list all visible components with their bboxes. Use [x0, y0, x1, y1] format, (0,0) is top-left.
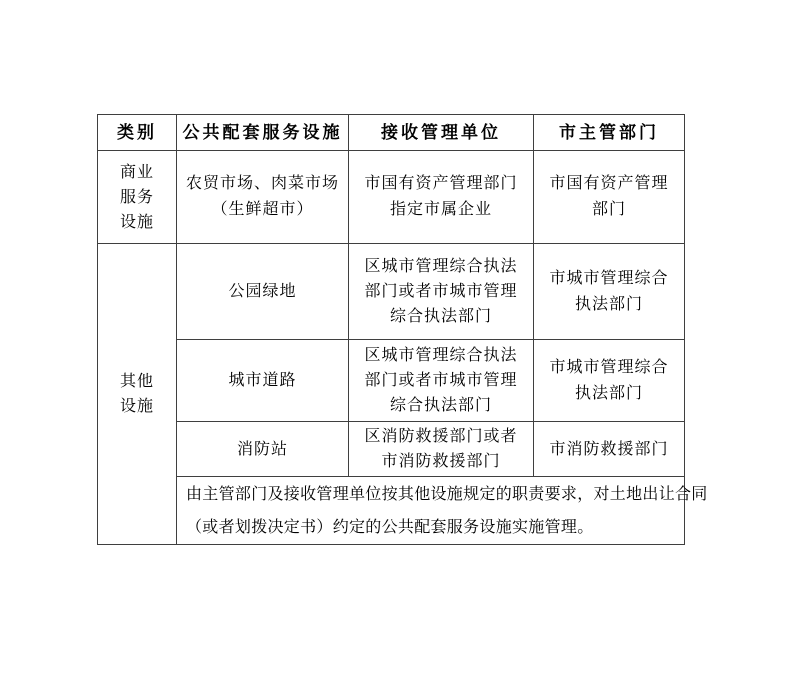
table-row-road [98, 340, 685, 422]
cell-facility-market [177, 151, 349, 244]
receiver-line: 市国有资产管理部门 [364, 175, 518, 192]
category-line: 商业 [119, 163, 154, 181]
table-header-row [98, 115, 685, 151]
receiver-line: 区城市管理综合执法 [364, 347, 518, 364]
receiver-line: 指定市属企业 [389, 201, 492, 218]
header-receiver: 接收管理单位 [349, 115, 534, 151]
receiver-line: 综合执法部门 [389, 308, 492, 325]
cell-note [177, 477, 708, 545]
authority-line: 市消防救援部门 [549, 440, 669, 458]
cell-category-other [98, 244, 177, 545]
table-row-fire [98, 422, 685, 477]
category-line: 设施 [119, 213, 154, 231]
category-line: 设施 [119, 398, 154, 415]
authority-line: 执法部门 [574, 384, 643, 402]
authority-line: 执法部门 [574, 295, 643, 313]
cell-category-commercial [98, 151, 177, 244]
facilities-management-table [97, 114, 708, 545]
category-line: 其他 [119, 373, 154, 390]
header-category: 类别 [98, 115, 177, 151]
facility-line: （生鲜超市） [211, 201, 314, 218]
cell-receiver-road [349, 340, 534, 422]
cell-authority-park [534, 244, 685, 340]
authority-line: 市城市管理综合 [549, 358, 669, 376]
receiver-line: 部门或者市城市管理 [364, 283, 518, 300]
authority-line: 市国有资产管理 [549, 175, 669, 192]
facility-line: 农贸市场、肉菜市场 [185, 175, 339, 192]
cell-facility-fire [177, 422, 349, 477]
authority-line: 市城市管理综合 [549, 269, 669, 287]
cell-facility-road [177, 340, 349, 422]
cell-facility-park [177, 244, 349, 340]
cell-authority-fire [534, 422, 685, 477]
table-row-note [98, 477, 685, 545]
cell-authority-market [534, 151, 685, 244]
note-line: （或者划拨决定书）约定的公共配套服务设施实施管理。 [186, 518, 594, 536]
header-authority: 市主管部门 [534, 115, 685, 151]
facility-line: 城市道路 [228, 372, 297, 389]
receiver-line: 市消防救援部门 [381, 453, 501, 470]
receiver-line: 区消防救援部门或者 [364, 428, 518, 445]
cell-authority-road [534, 340, 685, 422]
receiver-line: 区城市管理综合执法 [364, 258, 518, 275]
cell-receiver-market [349, 151, 534, 244]
table-row-park [98, 244, 685, 340]
receiver-line: 部门或者市城市管理 [364, 372, 518, 389]
authority-line: 部门 [591, 201, 626, 218]
table-row-commercial [98, 151, 685, 244]
category-line: 服务 [119, 188, 154, 206]
cell-receiver-park [349, 244, 534, 340]
facility-line: 公园绿地 [228, 283, 297, 300]
facility-line: 消防站 [236, 440, 288, 458]
cell-receiver-fire [349, 422, 534, 477]
receiver-line: 综合执法部门 [389, 397, 492, 414]
header-facility: 公共配套服务设施 [177, 115, 349, 151]
note-line: 由主管部门及接收管理单位按其他设施规定的职责要求，对土地出让合同 [186, 485, 708, 503]
